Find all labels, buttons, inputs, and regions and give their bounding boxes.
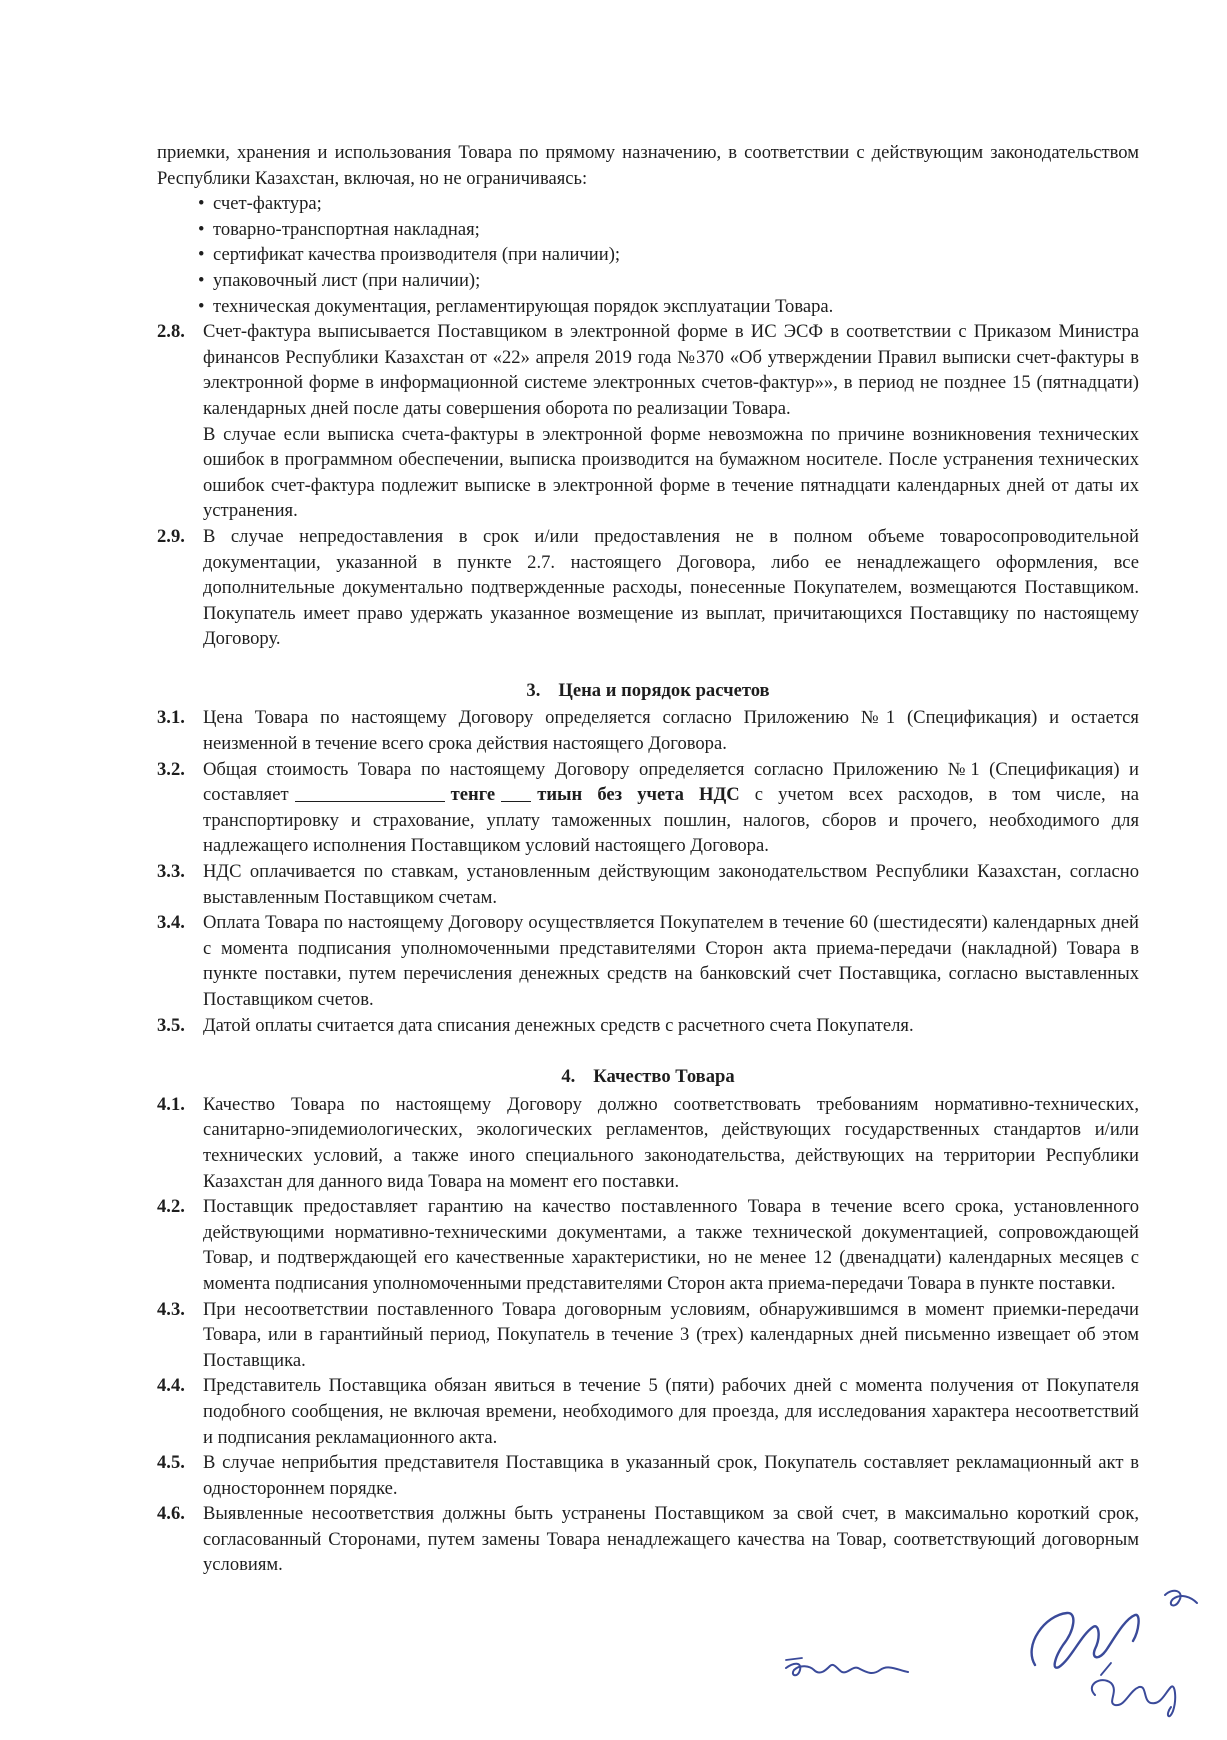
handwritten-signature [1015,1575,1215,1735]
clause-text: В случае неприбытия представителя Поставщика в указанный срок, Покупатель составляет рекламационный акт в одностороннем порядке. [203,1452,1139,1499]
clause-number: 2.8. [157,321,185,343]
clause-text [203,757,1139,859]
currency-tiyn: тиын без учета НДС [537,784,740,806]
clause-2-8 [157,319,1139,524]
clause-text: Выявленные несоответствия должны быть устранены Поставщиком за свой счет, в максимально короткий срок, согласованный Сторонами, путем замены Товара ненадлежащего качества на Товар, соответствующий договорным условиям. [203,1503,1139,1576]
clause-text: В случае если выписка счета-фактуры в электронной форме невозможна по причине возникновения технических ошибок в программном обеспечении, выписка производится на бумажном носителе. После устранения технических ошибок счет-фактура подлежит выписке в электронной форме в течение пятнадцати календарных дней от даты их устранения. [203,423,1139,522]
clause-text-part: с учетом всех расходов, в том числе, на транспортировку и страхование, уплату таможенных пошлин, налогов, сборов и прочего, необходимого для надлежащего исполнения Поставщиком условий настоящего Договора. [203,784,1139,857]
clause-number: 4.5. [157,1452,185,1474]
clause-number: 4.6. [157,1503,185,1525]
section-title: Качество Товара [593,1066,735,1088]
clause-text: Оплата Товара по настоящему Договору осуществляется Покупателем в течение 60 (шестидесяти) календарных дней с момента подписания уполномоченными представителями Сторон акта приема-передачи (накладной) Товара в пункте поставки, путем перечисления денежных средств на банковский счет Поставщика, согласно выставленных Поставщиком счетов. [203,912,1139,1010]
clause-2-9 [157,524,1139,652]
section-number: 4. [561,1066,576,1088]
section-heading-3 [157,678,1139,704]
section-number: 3. [526,679,541,701]
clause-4-4 [157,1373,1139,1450]
clause-text: В случае непредоставления в срок и/или предоставления не в полном объеме товаросопроводительной документации, указанной в пункте 2.7. настоящего Договора, либо ее ненадлежащего оформления, все дополнительные документально подтвержденные расходы, понесенные Покупателем, возмещаются Поставщиком. Покупатель имеет право удержать указанное возмещение из выплат, причитающихся Поставщику по настоящему Договору. [203,525,1139,650]
clause-3-4 [157,910,1139,1012]
clause-4-6 [157,1501,1139,1578]
clause-text: Представитель Поставщика обязан явиться в течение 5 (пяти) рабочих дней с момента получения от Покупателя подобного сообщения, не включая времени, необходимого для проезда, для исследования характера несоответствий и подписания рекламационного акта. [203,1375,1139,1448]
clause-number: 3.3. [157,861,185,883]
intro-paragraph: приемки, хранения и использования Товара по прямому назначению, в соответствии с действующим законодательством Республики Казахстан, включая, но не ограничиваясь: [157,142,1139,189]
handwritten-initials [780,1640,930,1690]
clause-number: 2.9. [157,525,185,547]
clause-number: 4.1. [157,1093,185,1115]
list-item: • счет-фактура; [157,191,1139,217]
blank-amount-field[interactable] [295,783,445,802]
list-item: • сертификат качества производителя (при наличии); [157,242,1139,268]
clause-text: Цена Товара по настоящему Договору определяется согласно Приложению №1 (Спецификация) и остается неизменной в течение всего срока действия настоящего Договора. [203,707,1139,755]
document-body [157,140,1139,1578]
clause-text: Качество Товара по настоящему Договору должно соответствовать требованиям нормативно-технических, санитарно-эпидемиологических, экологических регламентов, действующих государственных стандартов и/или технических условий, а также иного специального законодательства, действующих на территории Республики Казахстан для данного вида Товара на момент его поставки. [203,1093,1139,1192]
clause-number: 4.4. [157,1375,185,1397]
clause-4-1 [157,1092,1139,1194]
section-title: Цена и порядок расчетов [558,679,770,701]
clause-number: 4.2. [157,1196,185,1218]
list-item: • упаковочный лист (при наличии); [157,268,1139,294]
clause-3-5 [157,1013,1139,1039]
clause-text: Счет-фактура выписывается Поставщиком в электронной форме в ИС ЭСФ в соответствии с Приказом Министра финансов Республики Казахстан от «22» апреля 2019 года №370 «Об утверждении Правил выписки счет-фактуры в электронной форме в информационной системе электронных счетов-фактур»», в период не позднее 15 (пятнадцати) календарных дней после даты совершения оборота по реализации Товара. [203,321,1139,419]
clause-text: Поставщик предоставляет гарантию на качество поставленного Товара в течение всего срока, установленного действующими нормативно-техническими документами, а также технической документацией, сопровождающей Товар, и подтверждающей его качественные характеристики, но не менее 12 (двенадцати) календарных месяцев с момента подписания уполномоченными представителями Сторон акта приема-передачи Товара в пункте поставки. [203,1196,1139,1294]
clause-text-part: Общая стоимость Товара по настоящему Договору определяется согласно Приложению №1 (Спецификация) и составляет [203,758,1139,806]
clause-3-2 [157,757,1139,859]
clause-number: 3.4. [157,912,185,934]
section-heading-4 [157,1064,1139,1090]
clause-3-1 [157,705,1139,756]
clause-4-2 [157,1194,1139,1296]
clause-number: 3.1. [157,707,185,729]
clause-text: НДС оплачивается по ставкам, установленным действующим законодательством Республики Казахстан, согласно выставленным Поставщиком счетам. [203,861,1139,908]
clause-number: 4.3. [157,1298,185,1320]
blank-tiyn-field[interactable] [501,783,531,802]
clause-4-5 [157,1450,1139,1501]
clause-number: 3.5. [157,1014,185,1036]
clause-text: Датой оплаты считается дата списания денежных средств с расчетного счета Покупателя. [203,1014,914,1036]
currency-tenge: тенге [450,784,496,806]
list-item: • техническая документация, регламентирующая порядок эксплуатации Товара. [157,294,1139,320]
list-item: • товарно-транспортная накладная; [157,217,1139,243]
clause-3-3 [157,859,1139,910]
clause-4-3 [157,1297,1139,1374]
clause-number: 3.2. [157,758,185,780]
document-list [157,191,1139,319]
clause-text: При несоответствии поставленного Товара договорным условиям, обнаружившимся в момент приемки-передачи Товара, или в гарантийный период, Покупатель в течение 3 (трех) календарных дней письменно извещает об этом Поставщика. [203,1298,1139,1371]
